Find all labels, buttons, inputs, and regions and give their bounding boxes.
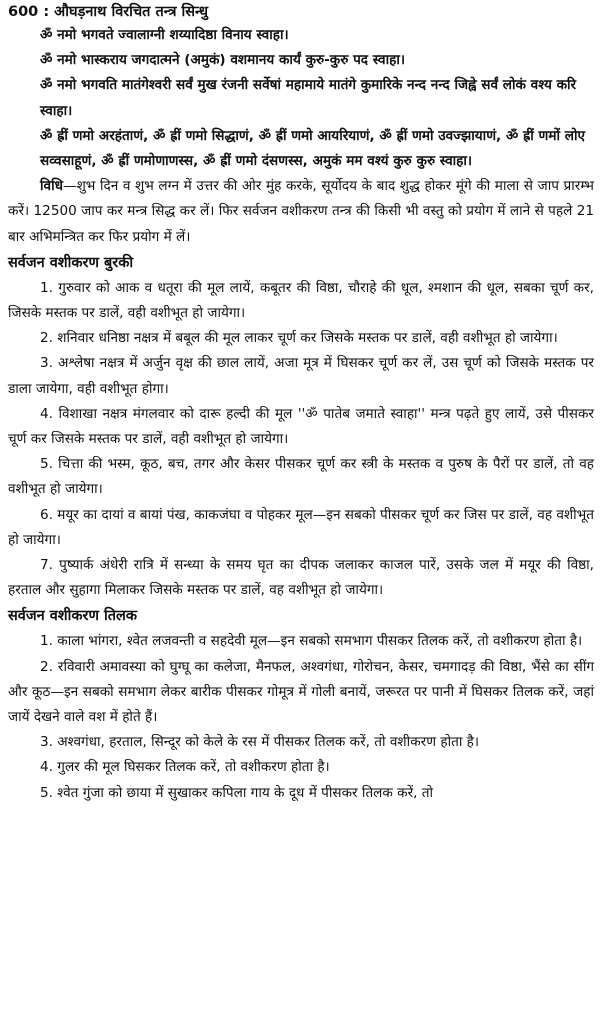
- mantra-1: ॐ नमो भगवते ज्वालाग्नी शय्यादिष्ठा विनाय स्वाहा।: [40, 27, 289, 43]
- tilak-item-5: 5. श्वेत गुंजा को छाया में सुखाकर कपिला गाय के दूध में पीसकर तिलक करें, तो: [40, 784, 434, 801]
- page-header: 600 : औघड़नाथ विरचित तन्त्र सिन्धु: [8, 4, 208, 20]
- burki-item-2: 2. शनिवार धनिष्ठा नक्षत्र में बबूल की मूल लाकर चूर्ण कर जिसके मस्तक पर डालें, वही वशीभूत हो जायेगा।: [40, 330, 558, 347]
- vidhi-paragraph: [8, 174, 594, 250]
- burki-item-4: 4. विशाखा नक्षत्र मंगलवार को दारू हल्दी की मूल ''ॐ पातेब जमाते स्वाहा'' मन्त्र पढ़ते हुए लायें, उसे पीसकर चूर्ण कर जिसके मस्तक पर डालें, वही वशीभूत हो जायेगा।: [8, 405, 594, 448]
- vidhi-text: —शुभ दिन व शुभ लग्न में उत्तर की ओर मुंह करके, सूर्योदय के बाद शुद्ध होकर मूंगे की माला से जाप प्रारम्भ करें। 12500 जाप कर मन्त्र सिद्ध कर लें। फिर सर्वजन वशीकरण तन्त्र की किसी भी वस्तु को प्रयोग में लाने से पहले 21 बार अभिमन्त्रित कर फिर प्रयोग में लें।: [8, 178, 594, 245]
- burki-item-5: 5. चित्ता की भस्म, कूठ, बच, तगर और केसर पीसकर चूर्ण कर स्त्री के मस्तक व पुरुष के पैरों पर डालें, तो वह वशीभूत हो जायेगा।: [8, 456, 594, 498]
- section-heading-burki: सर्वजन वशीकरण बुरकी: [8, 254, 134, 271]
- tilak-item-1: 1. काला भांगरा, श्वेत लजवन्ती व सहदेवी मूल—इन सबको समभाग पीसकर तिलक करें, तो वशीकरण होता है।: [40, 633, 583, 650]
- section-heading-tilak: सर्वजन वशीकरण तिलक: [8, 608, 137, 625]
- burki-item-3: 3. अश्लेषा नक्षत्र में अर्जुन वृक्ष की छाल लायें, अजा मूत्र में घिसकर चूर्ण कर लें, उस चूर्ण को जिसके मस्तक पर डाला जायेगा, वही वशीभूत होगा।: [8, 355, 594, 397]
- mantra-2: ॐ नमो भास्कराय जगदात्मने (अमुकं) वशमानय कार्यं कुरु-कुरु पद स्वाहा।: [40, 52, 406, 69]
- mantra-3: ॐ नमो भगवति मातंगेश्वरी सर्वं मुख रंजनी सर्वेषां महामाये मातंगे कुमारिके नन्द नन्द जिह्वे सर्वं लोकं वश्य करि स्वाहा।: [40, 77, 577, 119]
- burki-item-1: 1. गुरुवार को आक व धतूरा की मूल लायें, कबूतर की विष्ठा, चौराहे की धूल, श्मशान की धूल, सबका चूर्ण कर, जिसके मस्तक पर डालें, वही वशीभूत हो जायेगा।: [8, 279, 594, 322]
- burki-item-7: 7. पुष्यार्क अंधेरी रात्रि में सन्ध्या के समय घृत का दीपक जलाकर काजल पारें, उसके जल में मयूर की विष्ठा, हरताल और सुहागा मिलाकर जिसके मस्तक पर डालें, वह वशीभूत हो जायेगा।: [8, 557, 594, 599]
- mantra-4: ॐ ह्रीं णमो अरहंताणं, ॐ ह्रीं णमो सिद्धाणं, ॐ ह्रीं णमो आयरियाणं, ॐ ह्रीं णमो उवज्झायाणं, ॐ ह्रीं णमों लोए सव्वसाहूणं, ॐ ह्रीं णमोणाणस्स, ॐ ह्रीं णमो दंसणस्स, अमुकं मम वश्यं कुरु कुरु स्वाहा।: [40, 127, 585, 170]
- tilak-item-2: 2. रविवारी अमावस्या को घुग्घू का कलेजा, मैनफल, अश्वगंधा, गोरोचन, केसर, चमगादड़ की विष्ठा, भैंसे का सींग और कूठ—इन सबको समभाग लेकर बारीक पीसकर गोमूत्र में गोली बनायें, जरूरत पर पानी में घिसकर तिलक करें, जहां जायें देखने वाले वश में होते हैं।: [8, 658, 594, 726]
- tilak-item-3: 3. अश्वगंधा, हरताल, सिन्दूर को केले के रस में पीसकर तिलक करें, तो वशीकरण होता है।: [40, 734, 480, 751]
- tilak-item-4: 4. गुलर की मूल घिसकर तिलक करें, तो वशीकरण होता है।: [40, 759, 330, 776]
- vidhi-label: विधि: [40, 178, 63, 195]
- burki-item-6: 6. मयूर का दायां व बायां पंख, काकजंघा व पोहकर मूल—इन सबको पीसकर चूर्ण कर जिस पर डालें, वह वशीभूत हो जायेगा।: [8, 506, 594, 548]
